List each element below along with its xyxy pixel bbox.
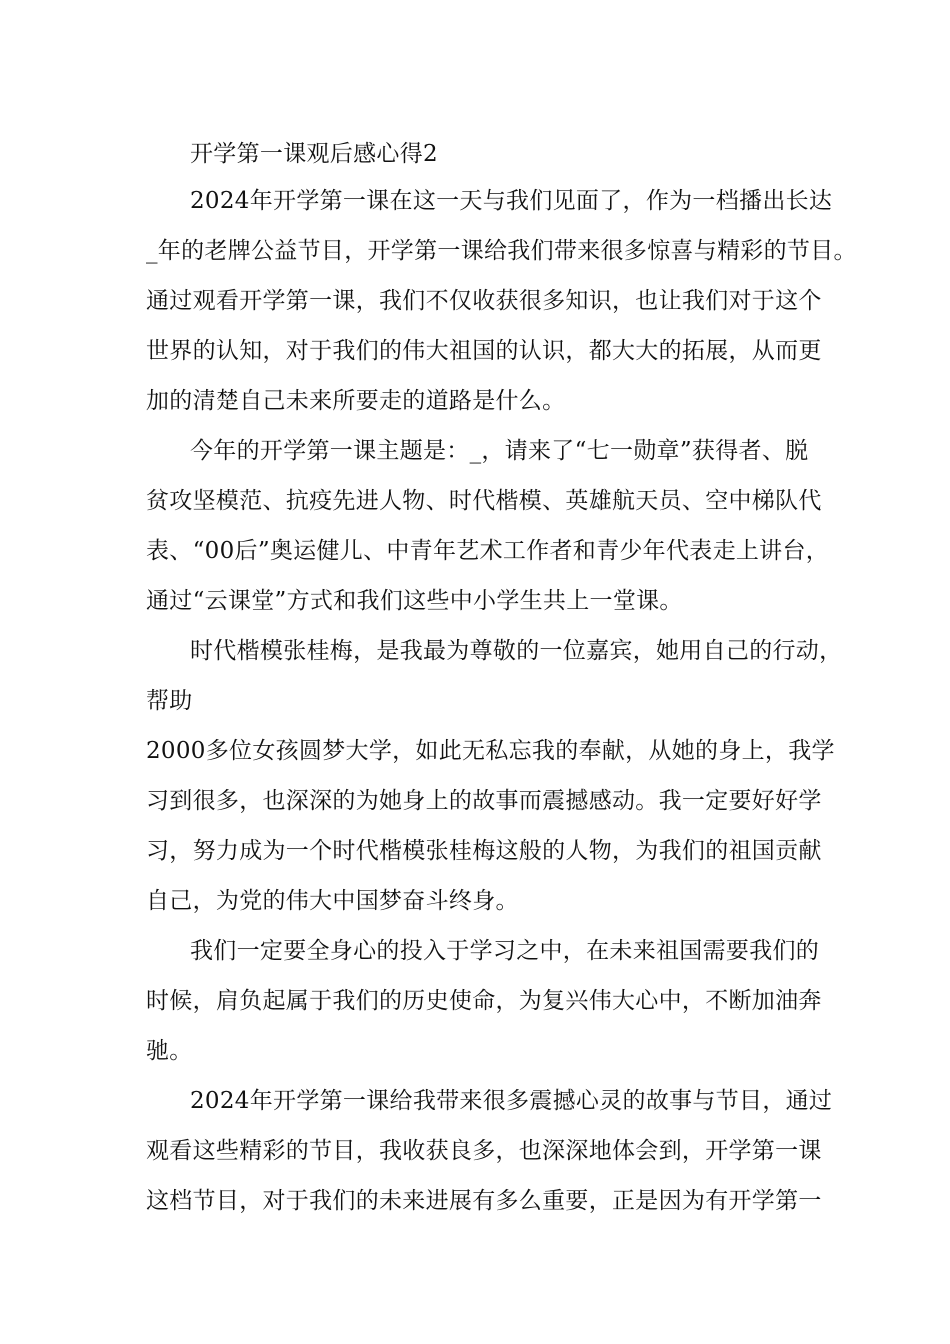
text-line: _年的老牌公益节目，开学第一课给我们带来很多惊喜与精彩的节目。 — [146, 238, 857, 264]
document-title: 开学第一课观后感心得2 — [190, 141, 438, 167]
text-line: 通过观看开学第一课，我们不仅收获很多知识，也让我们对于这个 — [146, 288, 822, 314]
text-line: 习，努力成为一个时代楷模张桂梅这般的人物，为我们的祖国贡献 — [146, 838, 822, 864]
text-line: 加的清楚自己未来所要走的道路是什么。 — [146, 388, 566, 414]
text-line: 自己，为党的伟大中国梦奋斗终身。 — [146, 888, 519, 914]
text-line: 时候，肩负起属于我们的历史使命，为复兴伟大心中，不断加油奔 — [146, 988, 822, 1014]
text-line: 2024年开学第一课在这一天与我们见面了，作为一档播出长达 — [190, 188, 833, 214]
text-line: 习到很多，也深深的为她身上的故事而震撼感动。我一定要好好学 — [146, 788, 822, 814]
text-line: 时代楷模张桂梅，是我最为尊敬的一位嘉宾，她用自己的行动， — [190, 638, 843, 664]
text-line: 世界的认知，对于我们的伟大祖国的认识，都大大的拓展，从而更 — [146, 338, 822, 364]
text-line: 帮助 — [146, 688, 193, 714]
text-line: 通过“云课堂”方式和我们这些中小学生共上一堂课。 — [146, 588, 683, 614]
text-line: 2024年开学第一课给我带来很多震撼心灵的故事与节目，通过 — [190, 1088, 833, 1114]
text-line: 今年的开学第一课主题是：_，请来了“七一勋章”获得者、脱 — [190, 438, 809, 464]
text-line: 观看这些精彩的节目，我收获良多，也深深地体会到，开学第一课 — [146, 1138, 822, 1164]
text-line: 贫攻坚模范、抗疫先进人物、时代楷模、英雄航天员、空中梯队代 — [146, 488, 822, 514]
text-line: 表、“00后”奥运健儿、中青年艺术工作者和青少年代表走上讲台， — [146, 538, 830, 564]
text-line: 驰。 — [146, 1038, 193, 1064]
text-line: 2000多位女孩圆梦大学，如此无私忘我的奉献，从她的身上，我学 — [146, 738, 835, 764]
text-line: 我们一定要全身心的投入于学习之中，在未来祖国需要我们的 — [190, 938, 820, 964]
text-line: 这档节目，对于我们的未来进展有多么重要，正是因为有开学第一 — [146, 1188, 822, 1214]
